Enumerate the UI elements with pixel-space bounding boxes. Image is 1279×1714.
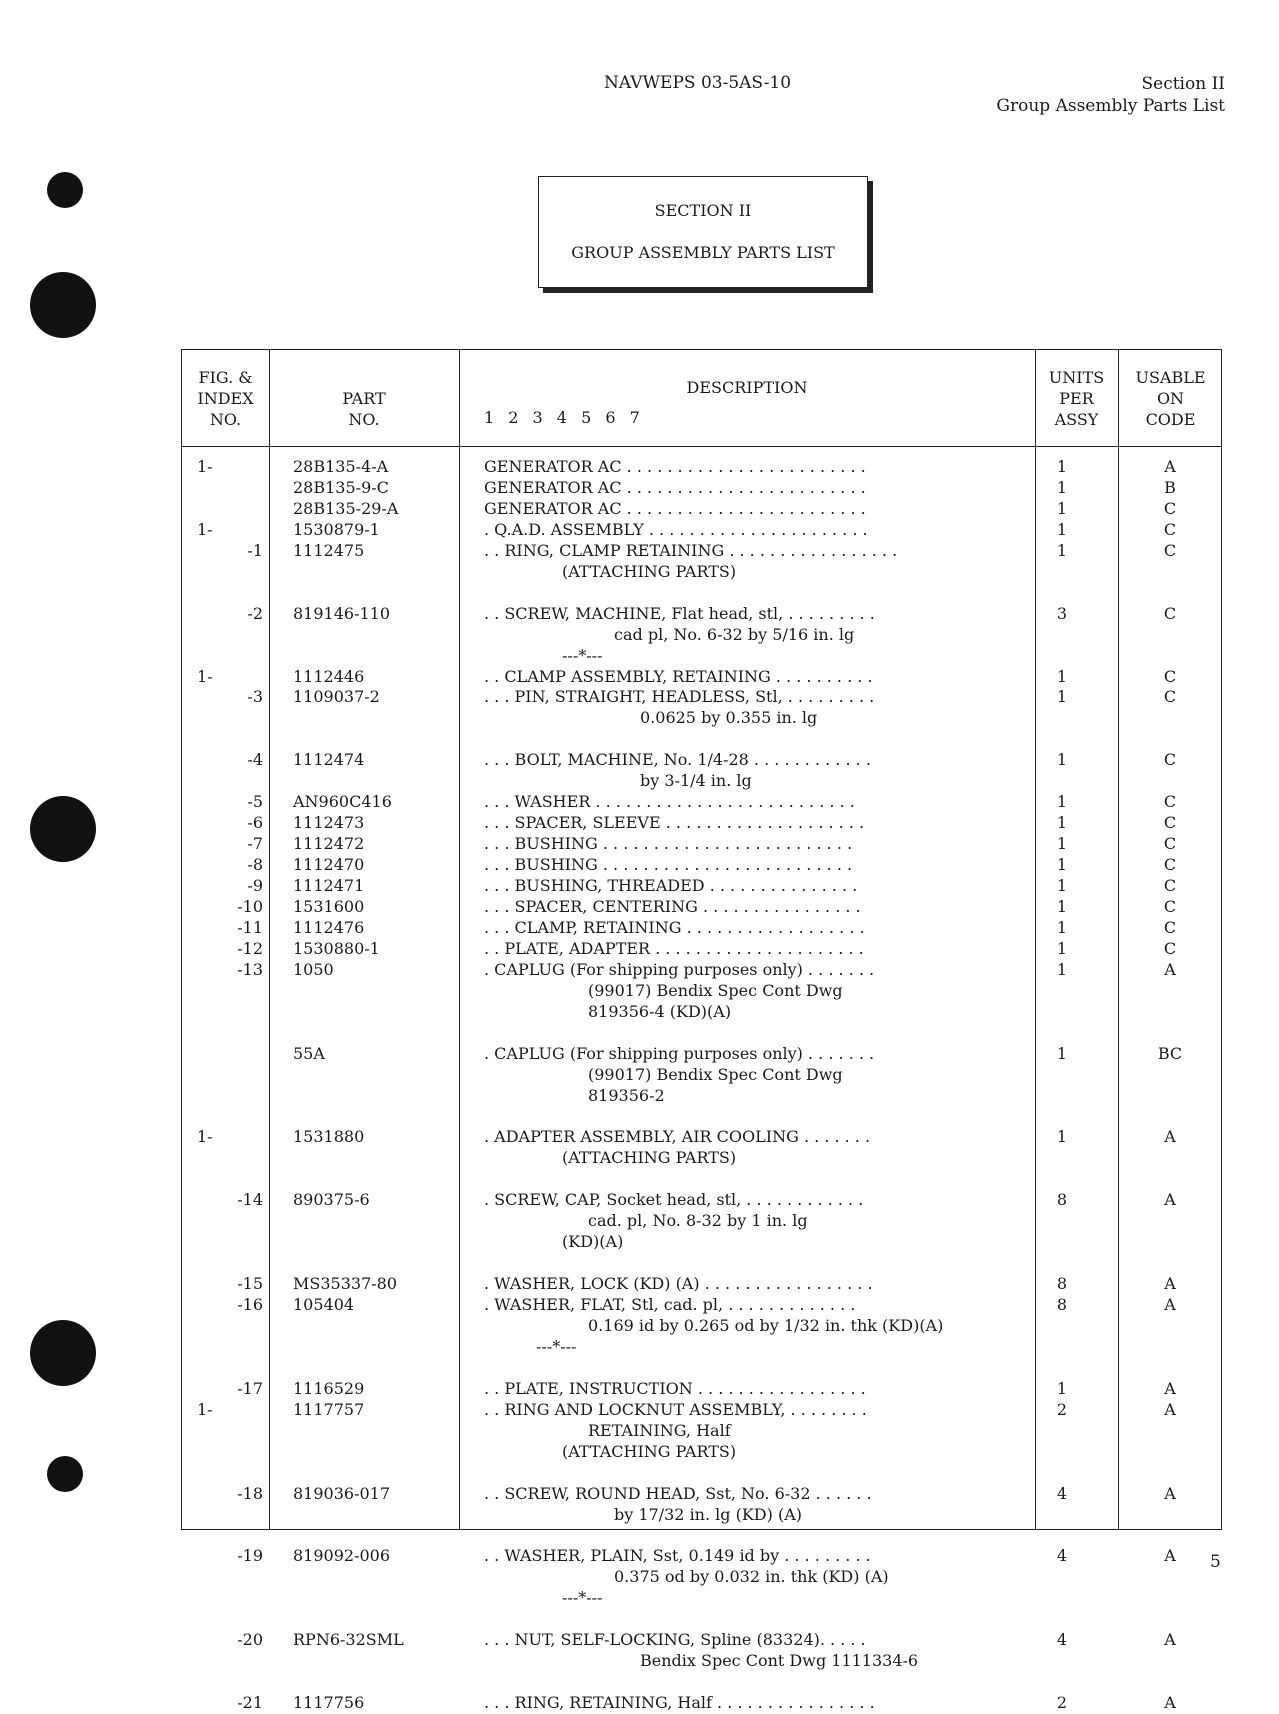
cell-usable-on-code: A (1164, 1546, 1176, 1566)
cell-description: (KD)(A) (562, 1232, 624, 1252)
table-row (182, 960, 1221, 981)
cell-units-per-assy: 4 (1056, 1546, 1068, 1566)
cell-description: . . . SPACER, CENTERING . . . . . . . . . . . . . . . . (484, 896, 861, 916)
cell-part-number: 105404 (293, 1295, 355, 1314)
table-row (182, 1651, 1221, 1672)
header-units-line: UNITS (1048, 368, 1105, 387)
table-row (182, 708, 1221, 729)
table-row (182, 1232, 1221, 1253)
cell-usable-on-code: C (1163, 876, 1177, 895)
cell-fig-index: -18 (237, 1483, 263, 1503)
cell-usable-on-code: C (1163, 603, 1177, 623)
binder-hole (47, 1456, 83, 1492)
cell-units-per-assy: 1 (1056, 477, 1068, 497)
cell-description: 0.375 od by 0.032 in. thk (KD) (A) (614, 1567, 889, 1587)
cell-usable-on-code: C (1163, 666, 1177, 686)
cell-description: . SCREW, CAP, Socket head, stl, . . . . . . . . . . . . (484, 1190, 864, 1210)
cell-part-number: MS35337-80 (293, 1274, 398, 1294)
cell-description: . . . BUSHING, THREADED . . . . . . . . . . . . . . . (484, 876, 858, 895)
header-units-line: ASSY (1054, 410, 1099, 429)
cell-part-number: 55A (293, 1043, 325, 1063)
cell-units-per-assy: 1 (1056, 687, 1068, 707)
table-row (182, 981, 1221, 1002)
cell-usable-on-code: C (1163, 498, 1177, 518)
cell-fig-index: 1- (197, 457, 213, 476)
cell-fig-index: -19 (237, 1546, 263, 1566)
cell-usable-on-code: C (1163, 938, 1177, 958)
cell-part-number: 1112471 (293, 876, 365, 895)
table-row (182, 1588, 1221, 1609)
cell-fig-index: -13 (237, 959, 263, 979)
cell-description: cad. pl, No. 8-32 by 1 in. lg (588, 1211, 808, 1231)
cell-fig-index: -17 (237, 1378, 263, 1398)
header-fig-line: NO. (209, 410, 242, 429)
cell-description: . . SCREW, ROUND HEAD, Sst, No. 6-32 . . . . . . (484, 1483, 872, 1503)
table-row (182, 1400, 1221, 1421)
cell-description: (ATTACHING PARTS) (562, 1441, 737, 1461)
cell-part-number: 1531880 (293, 1127, 365, 1147)
cell-usable-on-code: C (1163, 750, 1177, 770)
table-row (182, 1295, 1221, 1316)
cell-fig-index: -9 (247, 876, 263, 895)
cell-description: . Q.A.D. ASSEMBLY . . . . . . . . . . . . . . . . . . . . . . (484, 519, 868, 539)
cell-units-per-assy: 2 (1056, 1693, 1068, 1713)
cell-description: . . . CLAMP, RETAINING . . . . . . . . . . . . . . . . . . (484, 917, 865, 937)
cell-part-number: 1530880-1 (293, 938, 380, 958)
cell-part-number: 1050 (293, 959, 334, 979)
cell-part-number: 1117757 (293, 1399, 365, 1419)
cell-description: . . . SPACER, SLEEVE . . . . . . . . . . . . . . . . . . . . (484, 813, 865, 833)
cell-units-per-assy: 3 (1056, 603, 1068, 623)
cell-units-per-assy: 1 (1056, 1043, 1068, 1063)
cell-fig-index: -16 (237, 1295, 263, 1314)
cell-description: . . . BUSHING . . . . . . . . . . . . . . . . . . . . . . . . . (484, 834, 853, 854)
table-row (182, 1086, 1221, 1107)
binder-hole (47, 172, 83, 208)
section-label: Section II (1141, 74, 1225, 94)
page-header-right (996, 73, 1225, 117)
cell-part-number: 1112470 (293, 855, 365, 875)
cell-description: . WASHER, LOCK (KD) (A) . . . . . . . . . . . . . . . . . (484, 1274, 873, 1294)
title-box-line2: GROUP ASSEMBLY PARTS LIST (571, 243, 835, 262)
cell-usable-on-code: C (1163, 519, 1177, 539)
table-row (182, 750, 1221, 771)
header-description: DESCRIPTION (686, 378, 808, 397)
cell-usable-on-code: A (1164, 1127, 1176, 1147)
table-row (182, 625, 1221, 646)
cell-part-number: 1109037-2 (293, 687, 380, 707)
document-number: NAVWEPS 03-5AS-10 (604, 73, 792, 93)
cell-units-per-assy: 2 (1056, 1399, 1068, 1419)
table-row (182, 1127, 1221, 1148)
cell-usable-on-code: C (1163, 792, 1177, 812)
cell-units-per-assy: 1 (1056, 457, 1068, 476)
cell-fig-index: 1- (197, 519, 213, 539)
cell-usable-on-code: C (1163, 855, 1177, 875)
table-row (182, 855, 1221, 876)
table-row (182, 667, 1221, 688)
cell-usable-on-code: C (1163, 917, 1177, 937)
table-row (182, 1316, 1221, 1337)
cell-fig-index: -12 (237, 938, 263, 958)
cell-part-number: 28B135-29-A (293, 498, 399, 518)
cell-description: 0.0625 by 0.355 in. lg (640, 708, 818, 728)
cell-description: . . PLATE, INSTRUCTION . . . . . . . . . . . . . . . . . (484, 1378, 866, 1398)
cell-usable-on-code: C (1163, 896, 1177, 916)
table-row (182, 562, 1221, 583)
table-row (182, 1693, 1221, 1714)
cell-units-per-assy: 1 (1056, 666, 1068, 686)
cell-description: . CAPLUG (For shipping purposes only) . . . . . . . (484, 959, 875, 979)
cell-units-per-assy: 8 (1056, 1274, 1068, 1294)
binder-hole (30, 272, 96, 338)
cell-description: . . WASHER, PLAIN, Sst, 0.149 id by . . . . . . . . . (484, 1546, 871, 1566)
cell-part-number: 1112474 (293, 750, 365, 770)
cell-units-per-assy: 1 (1056, 1127, 1068, 1147)
table-row (182, 1546, 1221, 1567)
cell-usable-on-code: A (1164, 457, 1176, 476)
cell-description: (99017) Bendix Spec Cont Dwg (588, 1064, 843, 1084)
cell-description: by 17/32 in. lg (KD) (A) (614, 1504, 802, 1524)
cell-units-per-assy: 1 (1056, 834, 1068, 854)
header-part-no (269, 388, 459, 430)
cell-part-number: 28B135-4-A (293, 457, 389, 476)
cell-part-number: 1112476 (293, 917, 365, 937)
table-row (182, 541, 1221, 562)
cell-description: 0.169 id by 0.265 od by 1/32 in. thk (KD)(A) (588, 1315, 944, 1335)
header-usable-line: ON (1156, 389, 1185, 408)
cell-units-per-assy: 1 (1056, 938, 1068, 958)
cell-units-per-assy: 8 (1056, 1295, 1068, 1314)
header-fig-line: INDEX (197, 389, 254, 408)
table-row (182, 1274, 1221, 1295)
cell-usable-on-code: C (1163, 834, 1177, 854)
table-row (182, 1190, 1221, 1211)
cell-part-number: 1117756 (293, 1693, 365, 1713)
cell-usable-on-code: B (1164, 477, 1176, 497)
section-title: Group Assembly Parts List (996, 96, 1225, 116)
cell-units-per-assy: 1 (1056, 813, 1068, 833)
cell-description: . . . BOLT, MACHINE, No. 1/4-28 . . . . . . . . . . . . (484, 750, 871, 770)
cell-description: by 3-1/4 in. lg (640, 771, 752, 791)
cell-description: . CAPLUG (For shipping purposes only) . . . . . . . (484, 1043, 875, 1063)
cell-part-number: 819146-110 (293, 603, 391, 623)
cell-fig-index: -21 (237, 1693, 263, 1713)
binder-hole (30, 1320, 96, 1386)
table-row (182, 1505, 1221, 1526)
cell-part-number: AN960C416 (293, 792, 392, 812)
cell-units-per-assy: 1 (1056, 540, 1068, 560)
cell-description: . . PLATE, ADAPTER . . . . . . . . . . . . . . . . . . . . . (484, 938, 864, 958)
cell-description: 819356-2 (588, 1085, 665, 1105)
cell-fig-index: -3 (247, 687, 263, 707)
cell-part-number: 890375-6 (293, 1190, 370, 1210)
cell-part-number: 1112446 (293, 666, 365, 686)
table-row (182, 771, 1221, 792)
table-row (182, 1379, 1221, 1400)
cell-units-per-assy: 1 (1056, 519, 1068, 539)
cell-description: 819356-4 (KD)(A) (588, 1001, 732, 1021)
cell-description: GENERATOR AC . . . . . . . . . . . . . . . . . . . . . . . . (484, 477, 866, 497)
header-units-line: PER (1059, 389, 1094, 408)
cell-units-per-assy: 8 (1056, 1190, 1068, 1210)
header-usable-line: CODE (1145, 410, 1196, 429)
cell-description: . . SCREW, MACHINE, Flat head, stl, . . . . . . . . . (484, 603, 875, 623)
cell-usable-on-code: BC (1157, 1043, 1183, 1063)
cell-part-number: 1112472 (293, 834, 365, 854)
cell-description: . . . NUT, SELF-LOCKING, Spline (83324). . . . . (484, 1630, 866, 1650)
parts-table (181, 349, 1222, 1713)
cell-description: (99017) Bendix Spec Cont Dwg (588, 980, 843, 1000)
table-row (182, 478, 1221, 499)
cell-description: ---*--- (562, 1588, 603, 1608)
cell-part-number: RPN6-32SML (293, 1630, 404, 1650)
cell-fig-index: -10 (237, 896, 263, 916)
table-row (182, 604, 1221, 625)
cell-description: ---*--- (562, 645, 603, 665)
table-row (182, 1484, 1221, 1505)
cell-units-per-assy: 1 (1056, 855, 1068, 875)
cell-fig-index: 1- (197, 1399, 213, 1419)
cell-fig-index: -15 (237, 1274, 263, 1294)
table-row (182, 1211, 1221, 1232)
table-row (182, 499, 1221, 520)
cell-fig-index: 1- (197, 1127, 213, 1147)
cell-units-per-assy: 1 (1056, 498, 1068, 518)
cell-units-per-assy: 4 (1056, 1630, 1068, 1650)
cell-description: . . CLAMP ASSEMBLY, RETAINING . . . . . . . . . . (484, 666, 873, 686)
table-row (182, 646, 1221, 667)
cell-fig-index: -11 (237, 917, 263, 937)
table-row (182, 897, 1221, 918)
cell-description: . . . RING, RETAINING, Half . . . . . . . . . . . . . . . . (484, 1693, 875, 1713)
cell-part-number: 1530879-1 (293, 519, 380, 539)
cell-units-per-assy: 1 (1056, 876, 1068, 895)
cell-units-per-assy: 1 (1056, 959, 1068, 979)
cell-units-per-assy: 1 (1056, 792, 1068, 812)
table-row (182, 687, 1221, 708)
section-title-box (538, 176, 868, 288)
cell-units-per-assy: 1 (1056, 750, 1068, 770)
header-usable-line: USABLE (1135, 368, 1206, 387)
header-fig-index (182, 367, 269, 430)
header-fig-line: FIG. & (198, 368, 253, 387)
cell-part-number: 819036-017 (293, 1483, 391, 1503)
table-row (182, 1148, 1221, 1169)
table-row (182, 792, 1221, 813)
table-row (182, 1567, 1221, 1588)
cell-usable-on-code: A (1164, 1190, 1176, 1210)
table-row (182, 1337, 1221, 1358)
cell-usable-on-code: A (1164, 1274, 1176, 1294)
table-row (182, 457, 1221, 478)
table-row (182, 918, 1221, 939)
cell-fig-index: -4 (247, 750, 263, 770)
cell-description: . . RING AND LOCKNUT ASSEMBLY, . . . . . . . . (484, 1399, 867, 1419)
binder-hole (30, 796, 96, 862)
header-usable-on-code (1118, 367, 1223, 430)
cell-units-per-assy: 1 (1056, 917, 1068, 937)
cell-fig-index: -6 (247, 813, 263, 833)
cell-part-number: 1112473 (293, 813, 365, 833)
cell-usable-on-code: A (1164, 1378, 1176, 1398)
cell-part-number: 1116529 (293, 1378, 365, 1398)
table-row (182, 1630, 1221, 1651)
header-part-line: NO. (348, 410, 380, 429)
cell-usable-on-code: C (1163, 813, 1177, 833)
table-row (182, 813, 1221, 834)
cell-fig-index: -5 (247, 792, 263, 812)
table-row (182, 1065, 1221, 1086)
header-indent-levels: 1 2 3 4 5 6 7 (484, 408, 640, 427)
cell-usable-on-code: C (1163, 540, 1177, 560)
cell-description: Bendix Spec Cont Dwg 1111334-6 (640, 1651, 919, 1671)
page-number: 5 (1210, 1552, 1221, 1572)
cell-units-per-assy: 1 (1056, 896, 1068, 916)
cell-description: . . RING, CLAMP RETAINING . . . . . . . . . . . . . . . . . (484, 540, 898, 560)
cell-part-number: 1112475 (293, 540, 365, 560)
cell-description: (ATTACHING PARTS) (562, 561, 737, 581)
cell-description: . WASHER, FLAT, Stl, cad. pl, . . . . . . . . . . . . . (484, 1295, 856, 1314)
table-row (182, 876, 1221, 897)
cell-usable-on-code: C (1163, 687, 1177, 707)
header-part-line: PART (342, 389, 386, 408)
cell-usable-on-code: A (1164, 1483, 1176, 1503)
cell-fig-index: -14 (237, 1190, 263, 1210)
cell-fig-index: -7 (247, 834, 263, 854)
header-divider (182, 446, 1221, 447)
table-row (182, 834, 1221, 855)
cell-description: ---*--- (536, 1336, 577, 1356)
cell-description: RETAINING, Half (588, 1420, 731, 1440)
cell-fig-index: -20 (237, 1630, 263, 1650)
title-box-line1: SECTION II (654, 201, 752, 220)
cell-usable-on-code: A (1164, 1693, 1176, 1713)
table-row (182, 939, 1221, 960)
cell-description: . . . BUSHING . . . . . . . . . . . . . . . . . . . . . . . . . (484, 855, 853, 875)
cell-description: . . . WASHER . . . . . . . . . . . . . . . . . . . . . . . . . . (484, 792, 855, 812)
cell-part-number: 819092-006 (293, 1546, 391, 1566)
cell-fig-index: -2 (247, 603, 263, 623)
cell-fig-index: 1- (197, 666, 213, 686)
cell-description: GENERATOR AC . . . . . . . . . . . . . . . . . . . . . . . . (484, 498, 866, 518)
table-row (182, 1002, 1221, 1023)
cell-description: . ADAPTER ASSEMBLY, AIR COOLING . . . . . . . (484, 1127, 871, 1147)
table-row (182, 1044, 1221, 1065)
cell-description: GENERATOR AC . . . . . . . . . . . . . . . . . . . . . . . . (484, 457, 866, 476)
cell-usable-on-code: A (1164, 959, 1176, 979)
cell-fig-index: -8 (247, 855, 263, 875)
cell-usable-on-code: A (1164, 1295, 1176, 1314)
cell-part-number: 1531600 (293, 896, 365, 916)
cell-description: . . . PIN, STRAIGHT, HEADLESS, Stl, . . . . . . . . . (484, 687, 875, 707)
cell-units-per-assy: 4 (1056, 1483, 1068, 1503)
cell-fig-index: -1 (247, 540, 263, 560)
header-units-per-assy (1035, 367, 1118, 430)
table-row (182, 1421, 1221, 1442)
cell-usable-on-code: A (1164, 1399, 1176, 1419)
table-row (182, 520, 1221, 541)
cell-description: cad pl, No. 6-32 by 5/16 in. lg (614, 624, 855, 644)
cell-units-per-assy: 1 (1056, 1378, 1068, 1398)
cell-description: (ATTACHING PARTS) (562, 1148, 737, 1168)
cell-part-number: 28B135-9-C (293, 477, 389, 497)
table-row (182, 1442, 1221, 1463)
cell-usable-on-code: A (1164, 1630, 1176, 1650)
